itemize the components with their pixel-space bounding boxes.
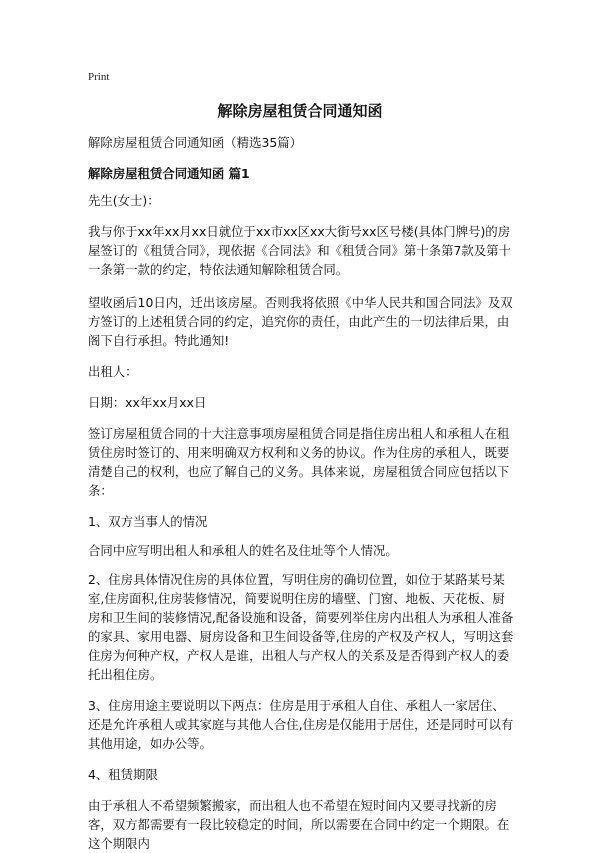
salutation-paragraph: 先生(女士)： — [88, 193, 160, 208]
print-label: Print — [88, 71, 110, 83]
document-content — [88, 133, 516, 853]
rental-notes-paragraph: 签订房屋租赁合同的十大注意事项房屋租赁合同是指住房出租人和承租人在租赁住房时签订的、用来明确双方权利和义务的协议。作为住房的承租人，既要清楚自己的权利，也应了解自己的义务。具体来说，房屋租赁合同应包括以下条： — [88, 426, 510, 498]
document-subtitle: 解除房屋租赁合同通知函（精选35篇） — [88, 135, 303, 150]
landlord-paragraph: 出租人： — [88, 364, 138, 379]
item-2-paragraph: 2、住房具体情况住房的具体位置，写明住房的确切位置，如位于某路某号某室,住房面积,住房装修情况，简要说明住房的墙壁、门窗、地板、天花板、厨房和卫生间的装修情况,配备设施和设备，简要列举住房内出租人为承租人准备的家具、家用电器、厨房设备和卫生间设备等,住房的产权及产权人，写明这套住房为何种产权，产权人是谁，出租人与产权人的关系及是否得到产权人的委托出租住房。 — [88, 572, 514, 682]
document-title: 解除房屋租赁合同通知函 — [217, 102, 383, 120]
item-1-heading: 1、双方当事人的情况 — [88, 514, 208, 529]
item-4-text: 由于承租人不希望频繁搬家，而出租人也不希望在短时间内又要寻找新的房客，双方都需要有一段比较稳定的时间，所以需要在合同中约定一个期限。在这个期限内 — [88, 798, 510, 851]
item-3-paragraph: 3、住房用途主要说明以下两点：住房是用于承租人自住、承租人一家居住、还是允许承租人或其家庭与其他人合住,住房是仅能用于居住，还是同时可以有其他用途，如办公等。 — [88, 698, 514, 751]
item-4-heading: 4、租赁期限 — [88, 767, 158, 782]
contract-paragraph: 我与你于xx年xx月xx日就位于xx市xx区xx大街号xx区号楼(具体门牌号)的房屋签订的《租赁合同》，现依据《合同法》和《租赁合同》第十条第7款及第十一条第一款的约定，特依法通知解除租赁合同。 — [88, 224, 511, 277]
date-paragraph: 日期：xx年xx月xx日 — [88, 395, 207, 410]
section-title: 解除房屋租赁合同通知函 篇1 — [88, 166, 250, 181]
notice-paragraph: 望收函后10日内，迁出该房屋。否则我将依照《中华人民共和国合同法》及双方签订的上述租赁合同的约定，追究你的责任，由此产生的一切法律后果，由阁下自行承担。特此通知! — [88, 295, 513, 348]
item-1-text: 合同中应写明出租人和承租人的姓名及住址等个人情况。 — [88, 543, 398, 558]
